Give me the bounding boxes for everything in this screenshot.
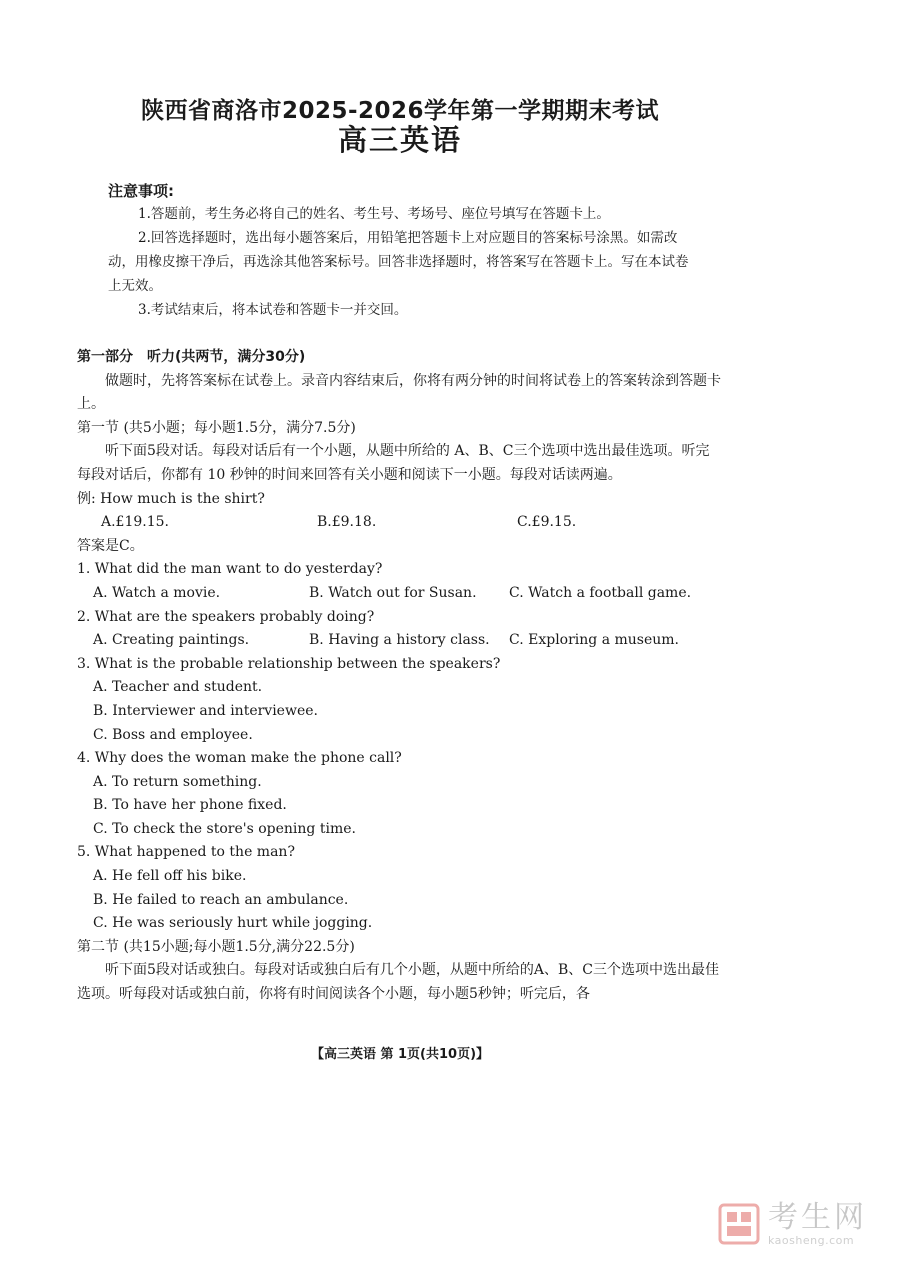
question-4: 4. Why does the woman make the phone call? bbox=[77, 750, 402, 767]
watermark-url: kaosheng.com bbox=[768, 1233, 855, 1247]
notes-heading: 注意事项: bbox=[108, 182, 174, 200]
option-c: C. Watch a football game. bbox=[509, 584, 692, 601]
listening-part bbox=[77, 346, 722, 1007]
example-answer: 答案是C。 bbox=[77, 537, 144, 554]
option-c: C. Boss and employee. bbox=[93, 726, 253, 743]
part-intro: 做题时，先将答案标在试卷上。录音内容结束后，你将有两分钟的时间将试卷上的答案转涂到答题卡上。 bbox=[77, 372, 721, 413]
note-item: 3.考试结束后，将本试卷和答题卡一并交回。 bbox=[138, 302, 408, 318]
option-c: C. Exploring a museum. bbox=[509, 632, 679, 649]
option-c: C. To check the store's opening time. bbox=[93, 820, 356, 837]
watermark-logo-icon bbox=[718, 1203, 760, 1245]
section2-intro: 听下面5段对话或独白。每段对话或独白后有几个小题，从题中所给的A、B、C三个选项中选出最佳选项。听每段对话或独白前，你将有时间阅读各个小题，每小题5秒钟；听完后，各 bbox=[77, 962, 720, 1003]
example-options bbox=[77, 511, 722, 535]
part-heading: 第一部分 听力(共两节，满分30分) bbox=[77, 349, 306, 365]
question-1-options bbox=[77, 582, 722, 606]
option-b: B. Having a history class. bbox=[309, 632, 490, 649]
option-b: B. To have her phone fixed. bbox=[93, 797, 287, 814]
example-option-c: C.£9.15. bbox=[517, 514, 577, 531]
option-b: B. Watch out for Susan. bbox=[309, 584, 477, 601]
note-item: 2.回答选择题时，选出每小题答案后，用铅笔把答题卡上对应题目的答案标号涂黑。如需改动，用橡皮擦干净后，再选涂其他答案标号。回答非选择题时，将答案写在答题卡上。写在本试卷上无效。 bbox=[108, 230, 689, 294]
question-1: 1. What did the man want to do yesterday? bbox=[77, 561, 383, 578]
note-item: 1.答题前，考生务必将自己的姓名、考生号、考场号、座位号填写在答题卡上。 bbox=[138, 206, 610, 222]
question-2: 2. What are the speakers probably doing? bbox=[77, 608, 375, 625]
option-a: A. Teacher and student. bbox=[93, 679, 263, 696]
option-c: C. He was seriously hurt while jogging. bbox=[93, 915, 373, 932]
option-a: A. Creating paintings. bbox=[93, 632, 250, 649]
option-a: A. He fell off his bike. bbox=[93, 868, 247, 885]
section1-heading: 第一节 (共5小题；每小题1.5分，满分7.5分) bbox=[77, 419, 356, 436]
example-question: 例: How much is the shirt? bbox=[77, 490, 265, 507]
page-footer: 【高三英语 第 1页(共10页)】 bbox=[310, 1047, 490, 1062]
question-3: 3. What is the probable relationship between the speakers? bbox=[77, 655, 501, 672]
option-a: A. To return something. bbox=[93, 773, 262, 790]
subject-title: 高三英语 bbox=[337, 123, 462, 157]
section1-intro: 听下面5段对话。每段对话后有一个小题，从题中所给的 A、B、C三个选项中选出最佳选项。听完每段对话后，你都有 10 秒钟的时间来回答有关小题和阅读下一小题。每段对话读两遍。 bbox=[77, 443, 710, 483]
question-2-options bbox=[77, 629, 722, 653]
option-b: B. He failed to reach an ambulance. bbox=[93, 891, 349, 908]
example-option-b: B.£9.18. bbox=[317, 514, 377, 531]
section2-heading: 第二节 (共15小题;每小题1.5分,满分22.5分) bbox=[77, 938, 355, 955]
watermark-name: 考生网 bbox=[768, 1199, 867, 1235]
option-a: A. Watch a movie. bbox=[93, 584, 221, 601]
option-b: B. Interviewer and interviewee. bbox=[93, 702, 318, 719]
example-option-a: A.£19.15. bbox=[101, 514, 169, 531]
exam-title: 陕西省商洛市2025-2026学年第一学期期末考试 bbox=[140, 98, 660, 124]
site-watermark bbox=[718, 1198, 888, 1250]
notes-list bbox=[108, 202, 698, 322]
question-5: 5. What happened to the man? bbox=[77, 844, 295, 861]
